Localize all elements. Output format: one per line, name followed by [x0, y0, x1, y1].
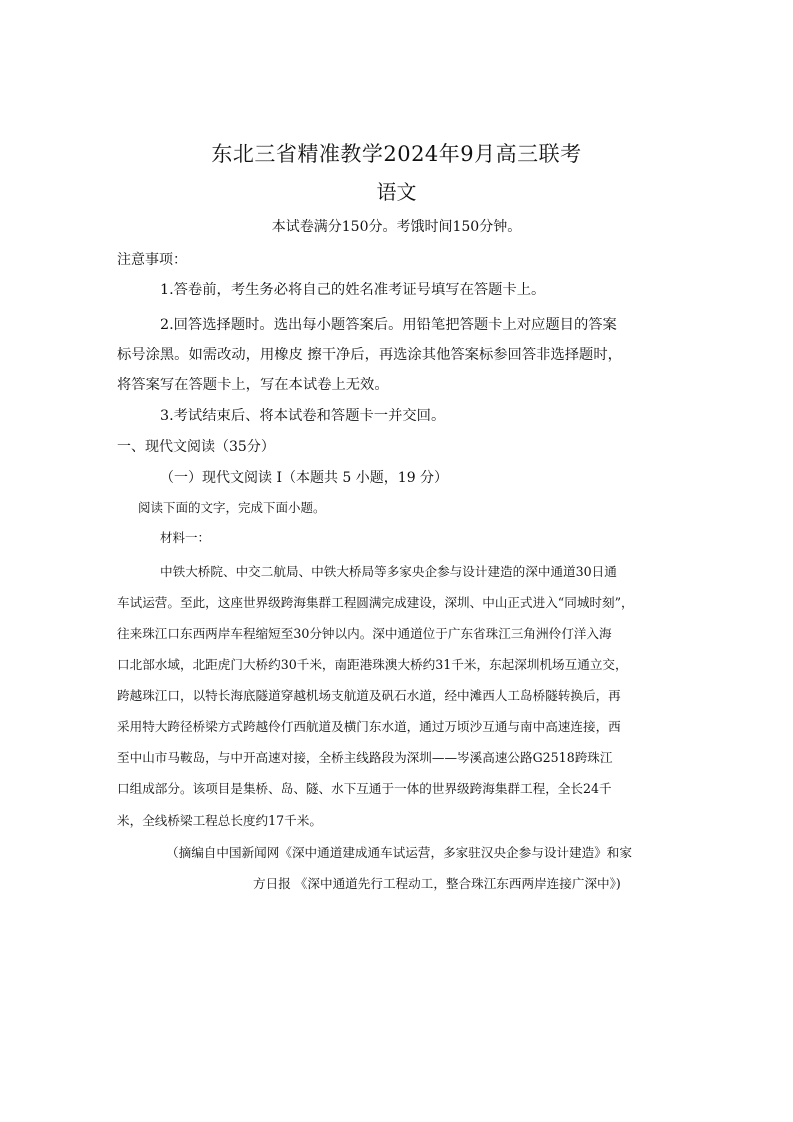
exam-info: 本试卷满分150分。考饿时间150分钟。: [271, 219, 522, 235]
instruction-3: 3.考试结束后、将本试卷和答题卡一并交回。: [160, 408, 446, 424]
passage-line: 口北部水域，北距虎门大桥约30千米，南距港珠澳大桥约31千米，东起深圳机场互通立交，: [117, 657, 628, 672]
instruction-2-line-3: 将答案写在答题卡上，写在本试卷上无效。: [117, 377, 389, 393]
notice-heading: 注意事项：: [117, 252, 187, 268]
exam-title: 东北三省精准教学2024年9月高三联考: [211, 142, 582, 166]
reading-directive: 阅读下面的文字，完成下面小题。: [138, 500, 326, 515]
source-citation-line-2: 方日报 《深中通道先行工程动工，整合珠江东西两岸连接广深中》): [253, 876, 621, 891]
passage-line: 采用特大跨径桥梁方式跨越伶仃西航道及横门东水道，通过万顷沙互通与南中高速连接，西: [117, 719, 621, 734]
instruction-2-line-1: 2.回答选择题时。选出每小题答案后。用铅笔把答题卡上对应题目的答案: [160, 317, 617, 333]
instruction-2-line-2: 标号涂黑。如需改动，用橡皮 擦干净后，再选涂其他答案标参回答非选择题时，: [117, 347, 622, 363]
passage-line: 跨越珠江口，以特长海底隧道穿越机场支航道及矾石水道，经中滩西人工岛桥隧转换后，再: [117, 688, 621, 703]
section-heading: 一、现代文阅读（35分）: [117, 439, 275, 455]
passage-line: 往来珠江口东西两岸车程缩短至30分钟以内。深中通道位于广东省珠江三角洲伶仃洋入海: [117, 626, 612, 641]
passage-line: 车试运营。至此，这座世界级跨海集群工程圆满完成建设，深圳、中山正式进入“同城时刻”，: [117, 595, 634, 610]
instruction-1: 1.答卷前，考生务必将自己的姓名准考证号填写在答题卡上。: [160, 282, 546, 298]
subject-title: 语文: [376, 180, 417, 204]
passage-line: 口组成部分。该项目是集桥、岛、隧、水下互通于一体的世界级跨海集群工程，全长24千: [117, 781, 612, 796]
material-label: 材料一：: [160, 530, 211, 545]
passage-line: 至中山市马鞍岛，与中开高速对接，全桥主线路段为深圳——岑溪高速公路G2518跨珠江: [117, 750, 613, 765]
subsection-heading: （一）现代文阅读 I（本题共 5 小题，19 分）: [160, 470, 449, 486]
passage-line: 中铁大桥院、中交二航局、中铁大桥局等多家央企参与设计建造的深中通道30日通: [160, 564, 617, 579]
passage-line: 米，全线桥梁工程总长度约17千米。: [117, 813, 322, 828]
source-citation-line-1: （摘编自中国新闻网《深中通道建成通车试运营，多家驻汉央企参与设计建造》和家: [166, 845, 632, 860]
